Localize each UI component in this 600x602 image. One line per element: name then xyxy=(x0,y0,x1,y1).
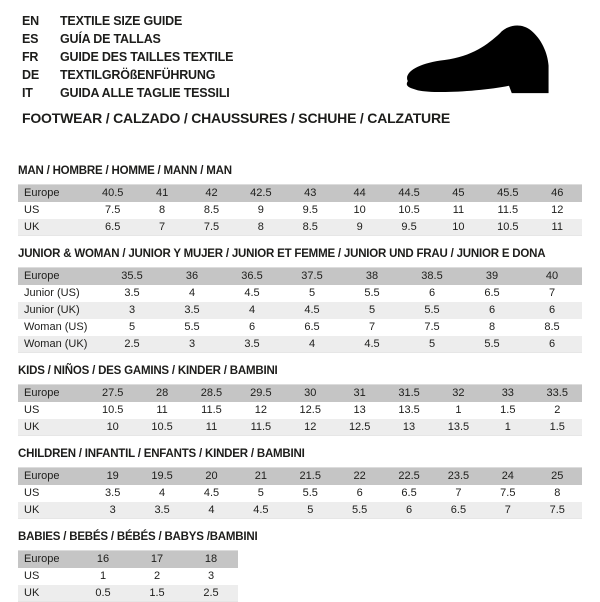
row-label-cell: UK xyxy=(24,220,40,233)
size-cell: 39 xyxy=(485,270,499,283)
size-cell: 10.5 xyxy=(398,204,420,216)
size-cell: 42.5 xyxy=(250,187,272,200)
size-cell: 38 xyxy=(365,270,379,283)
size-cell: 44.5 xyxy=(398,187,420,200)
size-cell: 31.5 xyxy=(398,387,420,400)
size-cell: 11.5 xyxy=(201,404,222,416)
size-cell: 4.5 xyxy=(203,487,220,499)
size-cell: 6 xyxy=(548,304,556,316)
size-cell: 31 xyxy=(353,387,366,400)
size-cell: 22.5 xyxy=(398,470,420,483)
size-cell: 6.5 xyxy=(484,287,500,299)
size-cell: 2.5 xyxy=(124,337,140,350)
size-cell: 12 xyxy=(551,204,564,216)
table-row xyxy=(18,402,582,419)
size-section xyxy=(18,165,582,236)
row-label-cell: Europe xyxy=(24,270,60,283)
table-row xyxy=(18,502,582,519)
row-label-cell: UK xyxy=(24,420,40,433)
size-cell: 8 xyxy=(488,321,496,333)
row-label-cell: Europe xyxy=(24,553,60,566)
size-cell: 3 xyxy=(207,570,215,582)
size-cell: 25 xyxy=(551,470,564,483)
language-code: IT xyxy=(22,86,33,100)
size-section xyxy=(18,365,582,436)
size-cell: 30 xyxy=(304,387,317,400)
size-cell: 36.5 xyxy=(241,270,263,283)
size-cell: 2 xyxy=(153,570,161,582)
size-cell: 10 xyxy=(106,420,119,433)
row-label-cell: UK xyxy=(24,586,40,599)
size-cell: 36 xyxy=(185,270,199,283)
row-label-cell: Europe xyxy=(24,470,60,483)
size-cell: 3.5 xyxy=(154,503,170,516)
row-label-cell: US xyxy=(24,404,40,416)
size-cell: 4 xyxy=(159,487,166,499)
table-row xyxy=(18,185,582,202)
size-cell: 11.5 xyxy=(250,420,272,433)
size-cell: 19.5 xyxy=(151,470,173,483)
size-cell: 18 xyxy=(204,553,218,566)
size-cell: 3 xyxy=(109,503,116,516)
table-row xyxy=(18,585,238,602)
size-cell: 7 xyxy=(159,220,166,233)
size-cell: 3.5 xyxy=(244,337,260,350)
size-cell: 11.5 xyxy=(497,204,519,216)
size-cell: 1.5 xyxy=(500,404,516,416)
size-cell: 28 xyxy=(155,387,169,400)
language-code: FR xyxy=(22,50,39,64)
language-label: GUÍA DE TALLAS xyxy=(60,32,161,46)
language-code: EN xyxy=(22,14,39,28)
size-cell: 13 xyxy=(402,420,416,433)
size-cell: 8 xyxy=(257,220,264,233)
size-cell: 3 xyxy=(128,304,136,316)
size-cell: 3 xyxy=(188,337,196,350)
shoe-icon xyxy=(388,14,584,106)
size-cell: 13.5 xyxy=(398,404,420,416)
size-cell: 23.5 xyxy=(447,470,470,483)
size-cell: 5.5 xyxy=(484,337,500,350)
size-section xyxy=(18,531,582,602)
table-row xyxy=(18,219,582,236)
size-cell: 38.5 xyxy=(421,270,443,283)
table-row xyxy=(18,551,238,568)
language-code: DE xyxy=(22,68,39,82)
size-cell: 1 xyxy=(455,404,462,416)
size-cell: 43 xyxy=(304,187,317,200)
size-cell: 8.5 xyxy=(203,204,220,216)
size-cell: 4.5 xyxy=(304,304,320,316)
table-row xyxy=(18,302,582,319)
table-row xyxy=(18,419,582,436)
size-cell: 22 xyxy=(353,470,366,483)
size-cell: 10.5 xyxy=(497,220,519,233)
row-label-cell: Woman (UK) xyxy=(24,337,88,350)
row-label-cell: Woman (US) xyxy=(24,321,88,333)
size-cell: 4 xyxy=(188,287,196,299)
size-table xyxy=(18,467,582,519)
size-cell: 5 xyxy=(128,321,136,333)
size-cell: 21.5 xyxy=(299,470,321,483)
size-cell: 17 xyxy=(150,553,164,566)
size-cell: 5.5 xyxy=(352,503,368,516)
section-title: CHILDREN / INFANTIL / ENFANTS / KINDER / BAMBINI xyxy=(18,448,305,460)
size-tables-container xyxy=(0,165,600,602)
size-cell: 4.5 xyxy=(244,287,260,299)
size-cell: 33 xyxy=(501,387,514,400)
size-cell: 5.5 xyxy=(184,321,200,333)
size-cell: 6 xyxy=(248,321,256,333)
size-cell: 6.5 xyxy=(304,321,320,333)
table-row xyxy=(18,202,582,219)
size-cell: 12 xyxy=(254,404,267,416)
size-cell: 5 xyxy=(428,337,436,350)
size-cell: 10 xyxy=(452,220,465,233)
section-title: JUNIOR & WOMAN / JUNIOR Y MUJER / JUNIOR ET FEMME / JUNIOR UND FRAU / JUNIOR E DONA xyxy=(18,248,546,260)
size-cell: 9 xyxy=(257,204,264,216)
table-row xyxy=(18,336,582,353)
size-cell: 1.5 xyxy=(149,586,165,599)
size-cell: 4 xyxy=(308,337,316,350)
size-cell: 13 xyxy=(353,404,366,416)
row-label-cell: US xyxy=(24,570,40,582)
table-row xyxy=(18,285,582,302)
size-cell: 12 xyxy=(304,420,317,433)
size-cell: 4.5 xyxy=(253,503,269,516)
category-line: FOOTWEAR / CALZADO / CHAUSSURES / SCHUHE / CALZATURE xyxy=(22,110,451,126)
guide-header xyxy=(0,0,600,127)
size-table xyxy=(18,384,582,436)
size-cell: 1 xyxy=(504,420,511,433)
size-cell: 3.5 xyxy=(184,304,200,316)
size-cell: 6.5 xyxy=(105,220,121,233)
size-cell: 5 xyxy=(308,287,316,299)
size-cell: 35.5 xyxy=(121,270,143,283)
size-cell: 8.5 xyxy=(302,220,318,233)
table-row xyxy=(18,568,238,585)
size-cell: 33.5 xyxy=(546,387,568,400)
size-cell: 12.5 xyxy=(299,404,321,416)
row-label-cell: Europe xyxy=(24,387,60,400)
size-table xyxy=(18,267,582,353)
size-cell: 7.5 xyxy=(500,487,516,499)
size-cell: 40.5 xyxy=(101,187,124,200)
size-cell: 40 xyxy=(545,270,559,283)
size-section xyxy=(18,248,582,353)
size-cell: 9 xyxy=(356,220,363,233)
size-cell: 4 xyxy=(248,304,256,316)
section-title: KIDS / NIÑOS / DES GAMINS / KINDER / BAMBINI xyxy=(18,365,278,377)
size-cell: 21 xyxy=(254,470,267,483)
table-row xyxy=(18,385,582,402)
size-cell: 2.5 xyxy=(203,586,219,599)
language-label: GUIDE DES TAILLES TEXTILE xyxy=(60,50,234,64)
size-cell: 5.5 xyxy=(364,287,380,299)
size-cell: 9.5 xyxy=(401,220,417,233)
size-cell: 6.5 xyxy=(401,487,417,499)
size-cell: 6 xyxy=(488,304,496,316)
size-cell: 10 xyxy=(353,204,366,216)
row-label-cell: UK xyxy=(24,503,40,516)
size-cell: 3.5 xyxy=(124,287,140,299)
size-cell: 1 xyxy=(99,570,107,582)
row-label-cell: Europe xyxy=(24,187,60,200)
language-code: ES xyxy=(22,32,39,46)
size-cell: 7.5 xyxy=(424,321,440,333)
size-cell: 19 xyxy=(106,470,119,483)
size-cell: 2 xyxy=(554,404,561,416)
size-cell: 6 xyxy=(356,487,363,499)
size-cell: 44 xyxy=(353,187,366,200)
section-title: BABIES / BEBÉS / BÉBÉS / BABYS /BAMBINI xyxy=(18,531,258,543)
row-label-cell: Junior (US) xyxy=(24,287,80,299)
table-row xyxy=(18,468,582,485)
table-row xyxy=(18,485,582,502)
size-cell: 4.5 xyxy=(364,337,380,350)
size-cell: 8.5 xyxy=(544,321,560,333)
size-cell: 3.5 xyxy=(105,487,121,499)
size-cell: 5 xyxy=(257,487,264,499)
size-cell: 24 xyxy=(501,470,514,483)
size-cell: 16 xyxy=(96,553,110,566)
size-cell: 37.5 xyxy=(301,270,323,283)
size-cell: 6.5 xyxy=(450,503,467,516)
size-cell: 5 xyxy=(368,304,376,316)
size-cell: 11 xyxy=(205,420,218,433)
size-cell: 11 xyxy=(156,404,168,416)
size-cell: 27.5 xyxy=(101,387,124,400)
size-cell: 10.5 xyxy=(101,404,124,416)
size-cell: 5 xyxy=(307,503,314,516)
size-cell: 42 xyxy=(205,187,218,200)
size-cell: 6 xyxy=(405,503,413,516)
size-cell: 5.5 xyxy=(424,304,440,316)
size-cell: 11 xyxy=(452,204,465,216)
size-section xyxy=(18,448,582,519)
size-cell: 8 xyxy=(554,487,561,499)
size-cell: 32 xyxy=(452,387,465,400)
size-cell: 7 xyxy=(504,503,511,516)
size-cell: 4 xyxy=(208,503,215,516)
size-table xyxy=(18,184,582,236)
size-cell: 20 xyxy=(205,470,218,483)
size-cell: 7.5 xyxy=(203,220,220,233)
size-cell: 10.5 xyxy=(151,420,173,433)
size-cell: 7.5 xyxy=(549,503,565,516)
size-cell: 46 xyxy=(551,187,564,200)
size-cell: 8 xyxy=(159,204,166,216)
section-title: MAN / HOMBRE / HOMME / MANN / MAN xyxy=(18,165,232,177)
size-cell: 6 xyxy=(428,287,436,299)
language-label: TEXTILGRÖßENFÜHRUNG xyxy=(60,68,216,82)
size-cell: 9.5 xyxy=(302,204,318,216)
size-cell: 12.5 xyxy=(348,420,371,433)
table-row xyxy=(18,319,582,336)
size-table xyxy=(18,550,238,602)
size-cell: 5.5 xyxy=(302,487,318,499)
size-cell: 13.5 xyxy=(447,420,470,433)
language-label: GUIDA ALLE TAGLIE TESSILI xyxy=(60,86,230,100)
size-cell: 11 xyxy=(551,220,563,233)
size-cell: 7 xyxy=(368,321,376,333)
size-cell: 29.5 xyxy=(250,387,272,400)
size-cell: 28.5 xyxy=(200,387,223,400)
size-cell: 7 xyxy=(455,487,462,499)
size-cell: 45.5 xyxy=(497,187,519,200)
size-cell: 7 xyxy=(548,287,556,299)
size-cell: 45 xyxy=(452,187,465,200)
language-label: TEXTILE SIZE GUIDE xyxy=(60,14,183,28)
size-cell: 6 xyxy=(548,337,556,350)
size-cell: 7.5 xyxy=(105,204,121,216)
table-row xyxy=(18,268,582,285)
row-label-cell: US xyxy=(24,204,40,216)
row-label-cell: US xyxy=(24,487,40,499)
row-label-cell: Junior (UK) xyxy=(24,304,80,316)
size-cell: 0.5 xyxy=(95,586,111,599)
size-cell: 1.5 xyxy=(549,420,565,433)
size-cell: 41 xyxy=(155,187,169,200)
